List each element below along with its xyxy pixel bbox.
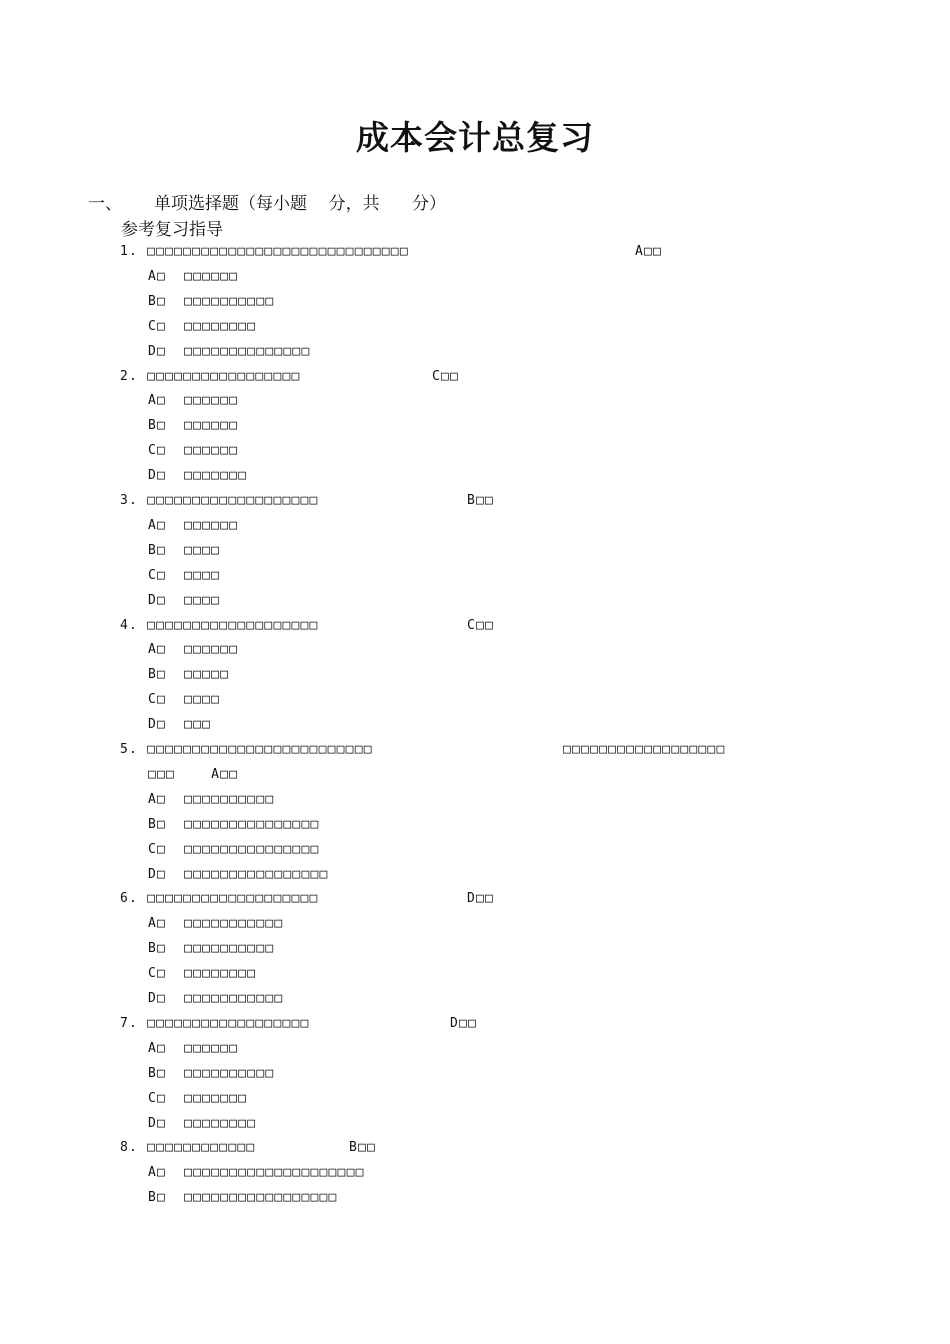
question-stem: 5. □□□□□□□□□□□□□□□□□□□□□□□□□ <box>120 742 373 757</box>
question-option: C□ □□□□□□□□ <box>148 966 257 982</box>
question-answer: B□□ <box>349 1140 377 1156</box>
guide-subheading: 参考复习指导 <box>121 220 223 240</box>
question-stem: 2. □□□□□□□□□□□□□□□□□ <box>120 368 301 384</box>
section-number: 一、 <box>88 194 122 214</box>
question-answer: C□□ <box>432 368 460 384</box>
question-option: B□ □□□□□□□□□□ <box>148 941 275 957</box>
question-option: A□ □□□□□□ <box>148 1040 239 1056</box>
question-answer: B□□ <box>467 493 495 508</box>
question-option: B□ □□□□□□□□□□□□□□□ <box>148 816 320 832</box>
question-option: D□ □□□□□□□□□□□□□□□□ <box>148 866 329 882</box>
question-option: B□ □□□□□□□□□□□□□□□□□ <box>148 1190 338 1206</box>
question-stem: 6. □□□□□□□□□□□□□□□□□□□ <box>120 891 319 907</box>
section-label: 单项选择题（每小题 分，共 分） <box>154 194 447 214</box>
question-option: A□ □□□□□□ <box>148 268 239 284</box>
question-option: C□ □□□□□□ <box>148 443 239 459</box>
question-answer: D□□ <box>467 891 495 907</box>
question-stem-continued: □□□□□□□□□□□□□□□□□□ <box>563 742 726 757</box>
question-option: D□ □□□□□□□ <box>148 468 248 484</box>
question-option: A□ □□□□□□ <box>148 393 239 409</box>
question-option: B□ □□□□□□ <box>148 418 239 434</box>
question-stem: 4. □□□□□□□□□□□□□□□□□□□ <box>120 617 319 633</box>
question-option: C□ □□□□□□□□□□□□□□□ <box>148 841 320 857</box>
section-heading <box>88 189 446 214</box>
question-option: A□ □□□□□□□□□□□□□□□□□□□□ <box>148 1165 365 1181</box>
question-stem: 7. □□□□□□□□□□□□□□□□□□ <box>120 1015 310 1031</box>
question-stem: 1. □□□□□□□□□□□□□□□□□□□□□□□□□□□□□ <box>120 244 409 259</box>
question-stem-wrap: □□□ A□□ <box>148 766 239 782</box>
question-option: D□ □□□□ <box>148 592 221 608</box>
question-option: D□ □□□ <box>148 717 212 733</box>
question-option: A□ □□□□□□□□□□ <box>148 791 275 807</box>
question-option: A□ □□□□□□□□□□□ <box>148 916 284 932</box>
question-option: A□ □□□□□□ <box>148 642 239 658</box>
question-option: D□ □□□□□□□□ <box>148 1115 257 1131</box>
question-option: D□ □□□□□□□□□□□ <box>148 991 284 1006</box>
question-option: C□ □□□□ <box>148 567 221 583</box>
question-answer: C□□ <box>467 617 495 633</box>
question-option: B□ □□□□□□□□□□ <box>148 1065 275 1081</box>
page-title: 成本会计总复习 <box>356 118 594 157</box>
question-option: C□ □□□□□□□□ <box>148 318 257 334</box>
question-answer: D□□ <box>450 1015 478 1031</box>
question-option: B□ □□□□□□□□□□ <box>148 293 275 309</box>
question-option: C□ □□□□ <box>148 692 221 708</box>
question-option: B□ □□□□ <box>148 542 221 558</box>
question-option: D□ □□□□□□□□□□□□□□ <box>148 343 311 359</box>
question-stem: 8. □□□□□□□□□□□□ <box>120 1140 256 1156</box>
question-answer: A□□ <box>635 244 663 259</box>
question-stem: 3. □□□□□□□□□□□□□□□□□□□ <box>120 493 319 508</box>
question-option: B□ □□□□□ <box>148 667 230 683</box>
question-option: A□ □□□□□□ <box>148 517 239 533</box>
question-option: C□ □□□□□□□ <box>148 1090 248 1106</box>
